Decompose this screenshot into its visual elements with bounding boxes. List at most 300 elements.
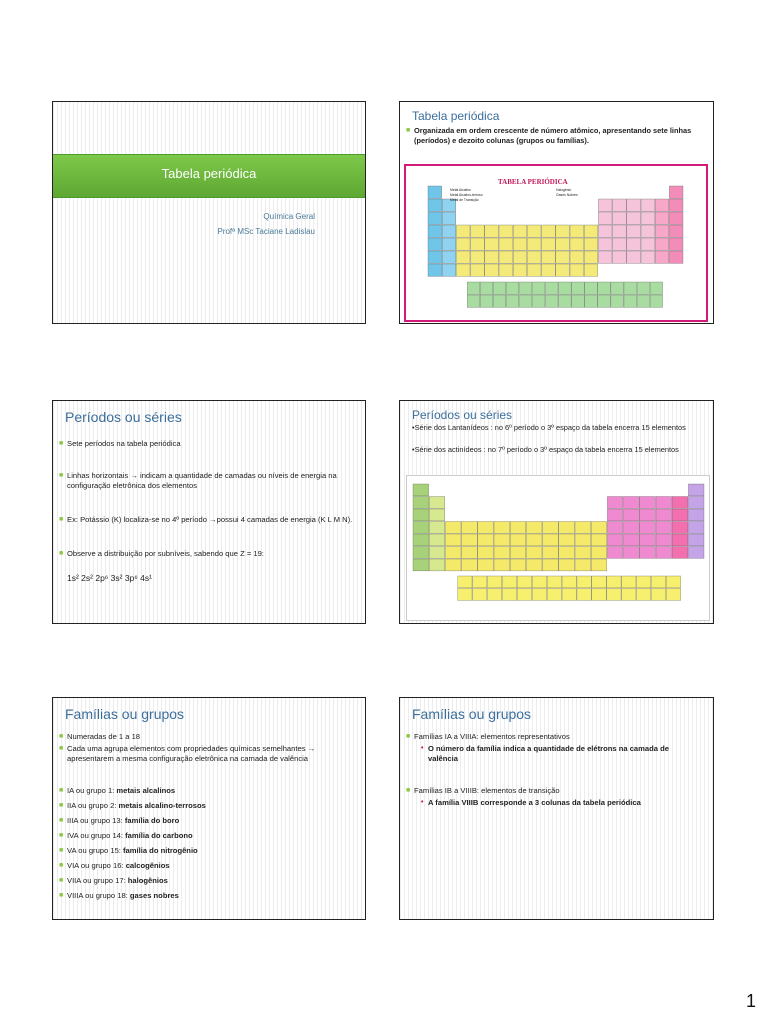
bullet-text: Linhas horizontais → indicam a quantidade de camadas ou níveis de energia na configuração eletrônica dos elementos: [67, 471, 337, 491]
series-element-cell: [532, 576, 546, 588]
element-cell: [688, 509, 704, 521]
sub-bullet-text: O número da família indica a quantidade de elétrons na camada de valência: [428, 744, 669, 764]
element-cell: [526, 522, 542, 534]
electron-configuration: 1s² 2s² 2p⁶ 3s² 3p⁶ 4s¹: [67, 573, 152, 583]
series-element-cell: [607, 576, 621, 588]
series-element-cell: [592, 589, 606, 601]
element-cell: [570, 264, 584, 276]
element-cell: [456, 264, 470, 276]
element-cell: [513, 251, 527, 263]
element-cell: [478, 559, 494, 571]
bullet-icon: ■: [59, 862, 64, 869]
element-cell: [640, 547, 656, 559]
element-cell: [527, 225, 541, 237]
element-cell: [456, 238, 470, 250]
element-cell: [526, 547, 542, 559]
element-cell: [640, 497, 656, 509]
series-element-cell: [546, 295, 558, 307]
element-cell: [485, 238, 499, 250]
element-cell: [627, 199, 641, 211]
bullet-text: VIA ou grupo 16:: [67, 861, 126, 870]
element-cell: [456, 251, 470, 263]
element-cell: [656, 509, 672, 521]
slide-5-bullet: [59, 861, 355, 871]
series-element-cell: [598, 295, 610, 307]
series-element-cell: [637, 282, 649, 294]
element-cell: [485, 225, 499, 237]
element-cell: [598, 225, 612, 237]
element-cell: [688, 547, 704, 559]
bullet-text: VIIIA ou grupo 18:: [67, 891, 130, 900]
element-cell: [688, 534, 704, 546]
legend-item: Metal Alcalino: [450, 188, 471, 192]
element-cell: [510, 534, 526, 546]
series-element-cell: [559, 295, 571, 307]
bullet-text: IVA ou grupo 14:: [67, 831, 126, 840]
bullet-icon: ■: [59, 550, 64, 557]
element-cell: [640, 534, 656, 546]
element-cell: [471, 264, 485, 276]
slide-3: [52, 400, 366, 624]
series-element-cell: [506, 295, 518, 307]
series-element-cell: [598, 282, 610, 294]
series-element-cell: [666, 576, 680, 588]
slide-3-bullet-3: [59, 515, 355, 525]
element-cell: [428, 238, 442, 250]
slide-1-title: Tabela periódica: [161, 166, 257, 181]
series-element-cell: [611, 295, 623, 307]
element-cell: [624, 547, 640, 559]
slide-2-bullet-text: Organizada em ordem crescente de número atômico, apresentando sete linhas (períodos) e dezoito colunas (grupos ou famílias).: [414, 126, 692, 145]
bullet-icon: ■: [59, 440, 64, 447]
series-element-cell: [517, 589, 531, 601]
element-cell: [429, 547, 445, 559]
slide-5-bullet: [59, 816, 355, 826]
element-cell: [413, 547, 429, 559]
element-cell: [542, 251, 556, 263]
element-cell: [494, 559, 510, 571]
element-cell: [655, 199, 669, 211]
bullet-icon: ■: [406, 787, 411, 794]
slide-1-subtitle-course: Química Geral: [263, 212, 315, 221]
element-cell: [494, 534, 510, 546]
element-cell: [429, 534, 445, 546]
periodic-table-heading: TABELA PERIÓDICA: [498, 178, 568, 186]
series-element-cell: [650, 295, 662, 307]
series-element-cell: [585, 282, 597, 294]
element-cell: [672, 497, 688, 509]
slide-5: [52, 697, 366, 920]
element-cell: [655, 225, 669, 237]
series-element-cell: [467, 295, 479, 307]
slide-4-title: Períodos ou séries: [412, 408, 513, 422]
element-cell: [655, 212, 669, 224]
series-element-cell: [493, 282, 505, 294]
element-cell: [413, 534, 429, 546]
element-cell: [624, 522, 640, 534]
series-element-cell: [572, 282, 584, 294]
bullet-text: IIIA ou grupo 13:: [67, 816, 125, 825]
slide-1-subtitle-author: Profª MSc Taciane Ladislau: [217, 227, 315, 236]
element-cell: [513, 238, 527, 250]
bullet-icon: ■: [59, 877, 64, 884]
bullet-icon: ■: [406, 733, 411, 740]
bullet-text: IA ou grupo 1:: [67, 786, 117, 795]
bullet-bold-text: família do carbono: [125, 831, 193, 840]
series-element-cell: [577, 589, 591, 601]
element-cell: [591, 559, 607, 571]
slide-6-title: Famílias ou grupos: [412, 706, 532, 722]
element-cell: [575, 522, 591, 534]
series-element-cell: [637, 576, 651, 588]
element-cell: [428, 225, 442, 237]
element-cell: [669, 186, 683, 198]
element-cell: [627, 225, 641, 237]
element-cell: [669, 212, 683, 224]
slide-3-bullet-4: [59, 549, 355, 559]
element-cell: [672, 534, 688, 546]
slide-6-sub-bullet-2: [421, 798, 698, 808]
element-cell: [429, 497, 445, 509]
element-cell: [641, 251, 655, 263]
element-cell: [499, 238, 513, 250]
element-cell: [442, 251, 456, 263]
element-cell: [641, 238, 655, 250]
series-element-cell: [585, 295, 597, 307]
element-cell: [527, 251, 541, 263]
element-cell: [513, 264, 527, 276]
element-cell: [543, 522, 559, 534]
element-cell: [627, 212, 641, 224]
element-cell: [413, 484, 429, 496]
legend-item: Metal Alcalino-terroso: [450, 193, 483, 197]
element-cell: [478, 522, 494, 534]
bullet-text: VA ou grupo 15:: [67, 846, 124, 855]
slide-5-bullet: [59, 831, 355, 841]
series-element-cell: [637, 295, 649, 307]
series-element-cell: [473, 589, 487, 601]
series-element-cell: [624, 295, 636, 307]
element-cell: [471, 225, 485, 237]
element-cell: [494, 522, 510, 534]
element-cell: [613, 238, 627, 250]
element-cell: [542, 225, 556, 237]
series-element-cell: [506, 282, 518, 294]
element-cell: [428, 251, 442, 263]
element-cell: [656, 534, 672, 546]
bullet-icon: ■: [59, 847, 64, 854]
element-cell: [607, 497, 623, 509]
series-element-cell: [547, 576, 561, 588]
bullet-text: Numeradas de 1 a 18: [67, 732, 141, 741]
legend-item: Gases Nobres: [556, 193, 578, 197]
legend-item: Metal de Transição: [450, 198, 479, 202]
series-element-cell: [607, 589, 621, 601]
bullet-text: IIA ou grupo 2:: [67, 801, 119, 810]
element-cell: [542, 264, 556, 276]
bullet-bold-text: metais alcalinos: [116, 786, 176, 795]
bullet-icon: ■: [406, 127, 411, 134]
bullet-bold-text: família do nitrogênio: [123, 846, 198, 855]
element-cell: [656, 547, 672, 559]
bullet-icon: ■: [59, 817, 64, 824]
series-element-cell: [666, 589, 680, 601]
series-element-cell: [611, 282, 623, 294]
element-cell: [640, 522, 656, 534]
element-cell: [607, 509, 623, 521]
slide-2-title: Tabela periódica: [412, 109, 500, 123]
series-element-cell: [572, 295, 584, 307]
element-cell: [462, 534, 478, 546]
element-cell: [570, 238, 584, 250]
element-cell: [428, 212, 442, 224]
bullet-text: Observe a distribuição por subníveis, sabendo que Z = 19:: [67, 549, 264, 558]
series-element-cell: [458, 589, 472, 601]
element-cell: [656, 497, 672, 509]
slide-1: [52, 101, 366, 324]
series-element-cell: [480, 282, 492, 294]
slide-4-line-1: •Série dos Lantanídeos : no 6º período o 3º espaço da tabela encerra 15 elementos: [412, 423, 686, 432]
element-cell: [542, 238, 556, 250]
element-cell: [641, 199, 655, 211]
element-cell: [413, 509, 429, 521]
element-cell: [559, 547, 575, 559]
element-cell: [656, 522, 672, 534]
element-cell: [428, 199, 442, 211]
bullet-bold-text: família do boro: [124, 816, 180, 825]
bullet-text: Famílias IB a VIIIB: elementos de transição: [414, 786, 560, 795]
slide-5-bullet: [59, 801, 355, 811]
element-cell: [543, 547, 559, 559]
series-element-cell: [651, 576, 665, 588]
slide-5-bullet: [59, 876, 355, 886]
element-cell: [598, 212, 612, 224]
slide-2-bullet: [406, 126, 703, 146]
element-cell: [494, 547, 510, 559]
series-element-cell: [519, 282, 531, 294]
slide-4-line-2: •Série dos actinídeos : no 7º período o 3º espaço da tabela encerra 15 elementos: [412, 445, 679, 454]
element-cell: [428, 264, 442, 276]
series-element-cell: [546, 282, 558, 294]
bullet-icon: ■: [59, 516, 64, 523]
slide-5-bullet: [59, 786, 355, 796]
element-cell: [442, 212, 456, 224]
element-cell: [478, 534, 494, 546]
slide-5-bullet: [59, 846, 355, 856]
element-cell: [485, 251, 499, 263]
slide-5-bullet: [59, 891, 355, 901]
element-cell: [510, 522, 526, 534]
element-cell: [429, 522, 445, 534]
element-cell: [428, 186, 442, 198]
element-cell: [429, 559, 445, 571]
element-cell: [607, 534, 623, 546]
element-cell: [613, 225, 627, 237]
slide-6-bullet-1: [406, 732, 703, 742]
element-cell: [591, 522, 607, 534]
element-cell: [584, 251, 598, 263]
slide-2: [399, 101, 714, 324]
series-element-cell: [493, 295, 505, 307]
slide-6-bullet-2: [406, 786, 703, 796]
series-element-cell: [473, 576, 487, 588]
series-element-cell: [532, 589, 546, 601]
element-cell: [607, 522, 623, 534]
element-cell: [543, 559, 559, 571]
bullet-text: VIIA ou grupo 17:: [67, 876, 128, 885]
element-cell: [445, 559, 461, 571]
element-cell: [591, 547, 607, 559]
series-element-cell: [559, 282, 571, 294]
element-cell: [669, 238, 683, 250]
element-cell: [526, 559, 542, 571]
element-cell: [556, 238, 570, 250]
element-cell: [429, 509, 445, 521]
element-cell: [584, 225, 598, 237]
element-cell: [672, 509, 688, 521]
element-cell: [655, 238, 669, 250]
page-number: 1: [745, 991, 756, 1011]
element-cell: [584, 264, 598, 276]
element-cell: [499, 251, 513, 263]
element-cell: [543, 534, 559, 546]
element-cell: [485, 264, 499, 276]
sub-bullet-icon: •: [421, 745, 424, 752]
element-cell: [669, 199, 683, 211]
series-element-cell: [502, 576, 516, 588]
series-element-cell: [547, 589, 561, 601]
element-cell: [655, 251, 669, 263]
bullet-text: Cada uma agrupa elementos com propriedades químicas semelhantes → apresentarem a mesma configuração eletrônica na camada de valência: [67, 744, 316, 764]
element-cell: [688, 484, 704, 496]
series-element-cell: [624, 282, 636, 294]
element-cell: [478, 547, 494, 559]
element-cell: [575, 534, 591, 546]
element-cell: [510, 547, 526, 559]
element-cell: [640, 509, 656, 521]
slide-4: [399, 400, 714, 624]
sub-bullet-text: A família VIIIB corresponde a 3 colunas da tabela periódica: [428, 798, 641, 807]
series-element-cell: [480, 295, 492, 307]
element-cell: [527, 264, 541, 276]
element-cell: [510, 559, 526, 571]
series-element-cell: [517, 576, 531, 588]
series-element-cell: [650, 282, 662, 294]
series-element-cell: [502, 589, 516, 601]
slide-5-title: Famílias ou grupos: [65, 706, 185, 722]
element-cell: [613, 199, 627, 211]
series-element-cell: [562, 576, 576, 588]
element-cell: [413, 497, 429, 509]
periodic-table-image-1: [404, 164, 708, 322]
series-element-cell: [637, 589, 651, 601]
element-cell: [527, 238, 541, 250]
element-cell: [584, 238, 598, 250]
slide-6-sub-bullet-1: [421, 744, 698, 765]
bullet-bold-text: gases nobres: [129, 891, 179, 900]
legend-item: Halogênio: [556, 188, 572, 192]
element-cell: [413, 559, 429, 571]
bullet-bold-text: calcogênios: [125, 861, 170, 870]
element-cell: [598, 238, 612, 250]
element-cell: [672, 522, 688, 534]
element-cell: [598, 199, 612, 211]
periodic-table-graphic: [407, 476, 709, 620]
slide-3-bullet-1: [59, 439, 355, 449]
element-cell: [499, 264, 513, 276]
element-cell: [627, 251, 641, 263]
bullet-text: Famílias IA a VIIIA: elementos representativos: [414, 732, 570, 741]
element-cell: [598, 251, 612, 263]
series-element-cell: [533, 282, 545, 294]
series-element-cell: [488, 589, 502, 601]
series-element-cell: [622, 576, 636, 588]
element-cell: [570, 225, 584, 237]
element-cell: [624, 509, 640, 521]
element-cell: [591, 534, 607, 546]
element-cell: [526, 534, 542, 546]
element-cell: [669, 225, 683, 237]
element-cell: [471, 238, 485, 250]
element-cell: [613, 251, 627, 263]
element-cell: [669, 251, 683, 263]
bullet-bold-text: metais alcalino-terrosos: [118, 801, 206, 810]
slide-3-title: Períodos ou séries: [65, 409, 182, 425]
bullet-icon: ■: [59, 472, 64, 479]
element-cell: [688, 497, 704, 509]
series-element-cell: [651, 589, 665, 601]
element-cell: [559, 534, 575, 546]
element-cell: [442, 238, 456, 250]
element-cell: [445, 522, 461, 534]
series-element-cell: [458, 576, 472, 588]
bullet-icon: ■: [59, 892, 64, 899]
sub-bullet-icon: •: [421, 799, 424, 806]
element-cell: [556, 251, 570, 263]
slide-3-bullet-2: [59, 471, 355, 492]
element-cell: [442, 264, 456, 276]
slide-5-bullet: [59, 744, 355, 765]
element-cell: [559, 559, 575, 571]
element-cell: [688, 522, 704, 534]
bullet-text: Sete períodos na tabela periódica: [67, 439, 181, 448]
element-cell: [672, 547, 688, 559]
series-element-cell: [488, 576, 502, 588]
bullet-icon: ■: [59, 802, 64, 809]
element-cell: [607, 547, 623, 559]
element-cell: [499, 225, 513, 237]
series-element-cell: [592, 576, 606, 588]
element-cell: [627, 238, 641, 250]
slide-5-bullet: [59, 732, 355, 742]
series-element-cell: [562, 589, 576, 601]
periodic-table-image-2: [406, 475, 710, 621]
element-cell: [442, 225, 456, 237]
bullet-text: Ex: Potássio (K) localiza-se no 4º período →possui 4 camadas de energia (K L M N).: [67, 515, 353, 524]
series-element-cell: [622, 589, 636, 601]
series-element-cell: [519, 295, 531, 307]
element-cell: [624, 497, 640, 509]
bullet-icon: ■: [59, 787, 64, 794]
periodic-table-legend: [450, 188, 483, 203]
element-cell: [456, 225, 470, 237]
element-cell: [575, 547, 591, 559]
element-cell: [462, 522, 478, 534]
element-cell: [624, 534, 640, 546]
element-cell: [641, 225, 655, 237]
bullet-icon: ■: [59, 745, 64, 752]
element-cell: [462, 559, 478, 571]
